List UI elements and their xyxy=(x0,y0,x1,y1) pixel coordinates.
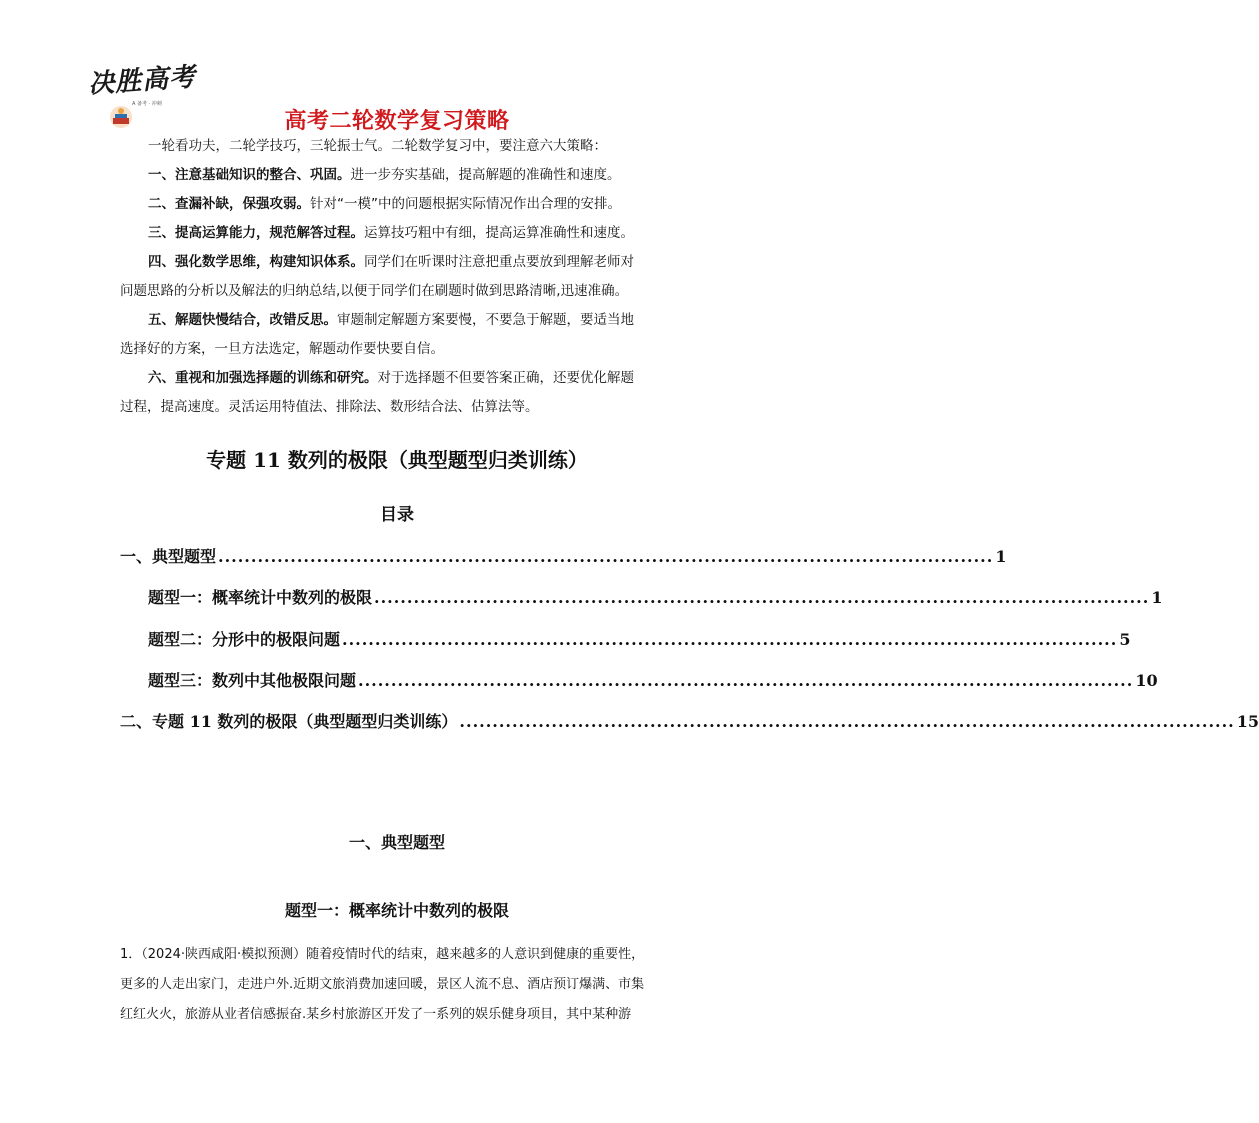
strategy-block-2 xyxy=(148,248,688,277)
question-number: 1． xyxy=(120,947,142,962)
subsection-heading: 题型一：概率统计中数列的极限 xyxy=(284,901,509,920)
logo-text: 决胜高考 xyxy=(87,62,198,100)
strategy-item: 六、重视和加强选择题的训练和研究。对于选择题不但要答案正确，还要优化解题 xyxy=(148,370,634,386)
toc-page: 5 xyxy=(1119,630,1131,649)
toc-leader: ...................................................................................................................... xyxy=(218,547,994,566)
strategy-intro: 一轮看功夫，二轮学技巧，三轮振士气。二轮数学复习中，要注意六大策略： xyxy=(148,138,607,154)
toc-entry[interactable]: 二、专题 11 数列的极限（典型题型归类训练） ...................................................................................................................... 15 xyxy=(120,712,1259,731)
question-source: （2024·陕西咸阳·模拟预测） xyxy=(141,947,307,962)
question-1 xyxy=(120,940,690,1030)
strategy-block xyxy=(148,132,688,248)
logo-subtext: A 备考 · 冲刺 xyxy=(132,101,162,107)
page-title: 高考二轮数学复习策略 xyxy=(284,109,510,134)
toc-page: 1 xyxy=(995,547,1007,566)
toc-entry[interactable]: 一、典型题型 ...................................................................................................................... 1 xyxy=(120,547,1007,566)
toc-page: 15 xyxy=(1236,712,1259,731)
question-line: 1．（2024·陕西咸阳·模拟预测）随着疫情时代的结束，越来越多的人意识到健康的重要性， xyxy=(120,947,645,962)
question-line: 红红火火，旅游从业者信感振奋.某乡村旅游区开发了一系列的娱乐健身项目，其中某种游 xyxy=(120,1007,632,1022)
document-title: 专题 11 数列的极限（典型题型归类训练） xyxy=(206,448,588,472)
toc-entry[interactable]: 题型一：概率统计中数列的极限 ...................................................................................................................... 1 xyxy=(148,588,1163,607)
strategy-item: 五、解题快慢结合，改错反思。审题制定解题方案要慢，不要急于解题，要适当地 xyxy=(148,312,634,328)
toc-page: 10 xyxy=(1135,671,1158,690)
strategy-block-4 xyxy=(148,364,688,393)
section-heading: 一、典型题型 xyxy=(348,833,445,852)
strategy-item: 一、注意基础知识的整合、巩固。进一步夯实基础，提高解题的准确性和速度。 xyxy=(148,167,621,183)
toc-entry[interactable]: 题型三：数列中其他极限问题 ...................................................................................................................... 10 xyxy=(148,671,1158,690)
strategy-item: 三、提高运算能力，规范解答过程。运算技巧粗中有细，提高运算准确性和速度。 xyxy=(148,225,634,241)
toc-leader: ...................................................................................................................... xyxy=(459,712,1235,731)
strategy-item: 四、强化数学思维，构建知识体系。同学们在听课时注意把重点要放到理解老师对 xyxy=(148,254,634,270)
strategy-item: 二、查漏补缺，保强攻弱。针对“一模”中的问题根据实际情况作出合理的安排。 xyxy=(148,196,621,212)
toc-entry[interactable]: 题型二：分形中的极限问题 ...................................................................................................................... 5 xyxy=(148,630,1131,649)
toc-page: 1 xyxy=(1151,588,1163,607)
toc-leader: ...................................................................................................................... xyxy=(342,630,1118,649)
strategy-line: 过程，提高速度。灵活运用特值法、排除法、数形结合法、估算法等。 xyxy=(120,399,539,415)
question-line: 更多的人走出家门，走进户外.近期文旅消费加速回暖，景区人流不息、酒店预订爆满、市集 xyxy=(120,977,645,992)
toc-leader: ...................................................................................................................... xyxy=(374,588,1150,607)
strategy-line: 问题思路的分析以及解法的归纳总结,以便于同学们在刷题时做到思路清晰,迅速准确。 xyxy=(120,283,629,299)
toc-leader: ...................................................................................................................... xyxy=(358,671,1134,690)
toc-heading: 目录 xyxy=(380,505,414,525)
strategy-line: 选择好的方案，一旦方法选定，解题动作要快要自信。 xyxy=(120,341,444,357)
strategy-block-3 xyxy=(148,306,688,335)
